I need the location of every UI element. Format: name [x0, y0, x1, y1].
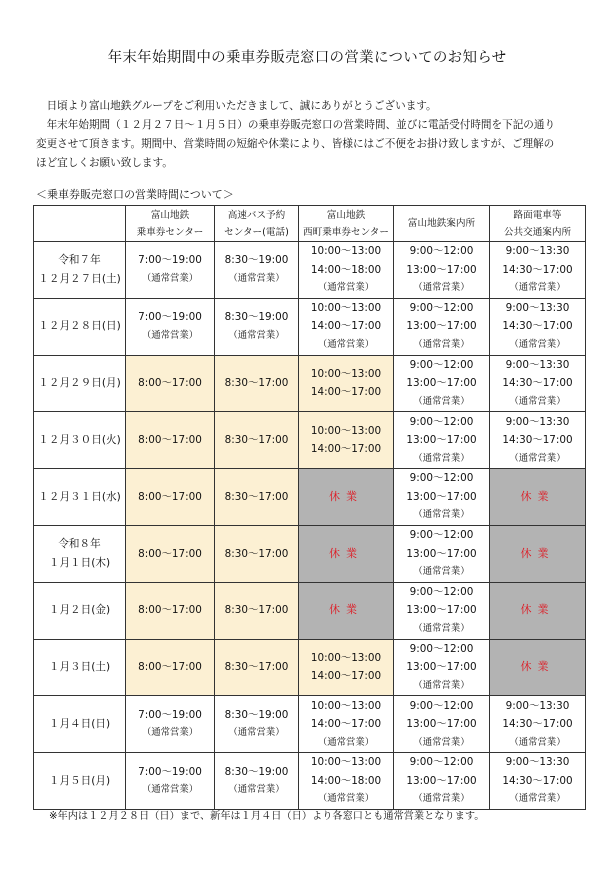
closed-label: 休業 [329, 603, 363, 617]
hours-line: 7:00～19:00 [138, 765, 202, 778]
hours-cell [394, 412, 490, 469]
closed-cell [490, 469, 586, 526]
status-note: （通常営業） [141, 727, 199, 739]
hours-line: 9:00～13:30 [505, 756, 570, 769]
date-line: １月３日(土) [48, 660, 111, 673]
status-note: （通常営業） [228, 272, 285, 284]
status-note: （通常営業） [509, 793, 566, 805]
hours-table [33, 205, 586, 810]
date-line: 令和８年 [58, 537, 101, 550]
hours-cell [490, 355, 586, 412]
shortened-hours-cell [126, 469, 215, 526]
hours-line: 13:00～17:00 [406, 774, 477, 787]
hours-line: 8:00～17:00 [138, 434, 202, 447]
header-line: 路面電車等 [513, 209, 562, 221]
hours-cell [299, 242, 394, 299]
hours-cell [490, 242, 586, 299]
hours-line: 7:00～19:00 [138, 708, 202, 721]
status-note: （通常営業） [317, 282, 375, 294]
hours-cell [490, 298, 586, 355]
shortened-hours-cell [299, 412, 394, 469]
shortened-hours-cell [215, 525, 299, 582]
date-line: １２月２７日(土) [38, 272, 121, 285]
hours-line: 8:00～17:00 [138, 604, 202, 617]
table-row [34, 639, 586, 696]
table-row [34, 355, 586, 412]
hours-line: 9:00～13:30 [505, 245, 570, 258]
hours-line: 9:00～12:00 [409, 245, 474, 258]
hours-line: 13:00～17:00 [406, 718, 477, 731]
status-note: （通常営業） [413, 566, 470, 578]
hours-line: 8:30～17:00 [224, 490, 289, 503]
status-note: （通常営業） [509, 395, 566, 407]
closed-cell [299, 582, 394, 639]
date-line: １月１日(木) [48, 556, 111, 569]
header-line: 富山地鉄 [326, 209, 366, 221]
hours-line: 14:00～18:00 [310, 263, 382, 276]
hours-line: 8:30～19:00 [224, 765, 289, 778]
hours-line: 14:00～18:00 [310, 774, 382, 787]
date-line: １月２日(金) [48, 604, 111, 617]
date-line: 令和７年 [58, 253, 101, 266]
closed-cell [299, 525, 394, 582]
date-line: １２月２９日(月) [38, 376, 121, 389]
shortened-hours-cell [126, 639, 215, 696]
closed-label: 休業 [520, 660, 555, 674]
shortened-hours-cell [215, 639, 299, 696]
hours-line: 13:00～17:00 [406, 661, 477, 674]
hours-line: 14:30～17:00 [502, 263, 573, 276]
hours-cell [299, 696, 394, 753]
hours-cell [299, 298, 394, 355]
status-note: （通常営業） [228, 784, 285, 796]
hours-cell [394, 753, 490, 810]
shortened-hours-cell [215, 355, 299, 412]
status-note: （通常営業） [413, 793, 470, 805]
closed-cell [490, 525, 586, 582]
hours-cell [394, 582, 490, 639]
header-corner [34, 206, 126, 242]
header-line: 富山地鉄案内所 [407, 218, 476, 229]
header-line: 富山地鉄 [150, 209, 190, 221]
closed-label: 休業 [520, 546, 555, 560]
hours-cell [126, 696, 215, 753]
date-line: １２月２８日(日) [38, 320, 121, 333]
hours-cell [394, 525, 490, 582]
hours-line: 10:00～13:00 [310, 699, 382, 712]
date-cell [34, 242, 126, 299]
hours-line: 9:00～13:30 [505, 301, 570, 314]
status-note: （通常営業） [317, 338, 375, 350]
footnote: ※年内は１２月２８日（日）まで、新年は１月４日（日）より各窓口とも通常営業となります。 [49, 811, 485, 822]
date-cell [34, 696, 126, 753]
hours-line: 13:00～17:00 [406, 604, 477, 617]
hours-line: 9:00～12:00 [409, 699, 474, 712]
hours-line: 8:30～17:00 [224, 547, 289, 560]
hours-line: 14:30～17:00 [502, 774, 573, 787]
hours-line: 13:00～17:00 [406, 320, 477, 333]
hours-line: 9:00～12:00 [409, 472, 474, 485]
intro-line: ほど宜しくお願い致します。 [36, 157, 173, 169]
table-row [34, 469, 586, 526]
date-line: １２月３１日(水) [38, 490, 121, 503]
shortened-hours-cell [299, 355, 394, 412]
table-header-row [34, 206, 586, 242]
hours-line: 8:00～17:00 [138, 377, 202, 390]
hours-line: 14:30～17:00 [502, 377, 573, 390]
hours-cell [394, 469, 490, 526]
hours-line: 9:00～12:00 [409, 642, 474, 655]
closed-label: 休業 [329, 546, 363, 560]
hours-cell [215, 753, 299, 810]
hours-line: 10:00～13:00 [310, 245, 382, 258]
status-note: （通常営業） [413, 509, 470, 521]
hours-line: 13:00～17:00 [406, 377, 477, 390]
status-note: （通常営業） [509, 282, 566, 294]
shortened-hours-cell [126, 412, 215, 469]
header-line: 乗車券センター [136, 226, 204, 238]
hours-line: 8:30～17:00 [224, 434, 289, 447]
table-row [34, 525, 586, 582]
status-note: （通常営業） [413, 338, 470, 350]
date-cell [34, 412, 126, 469]
shortened-hours-cell [215, 412, 299, 469]
status-note: （通常営業） [317, 793, 375, 805]
hours-line: 10:00～13:00 [310, 424, 382, 437]
date-line: １２月３０日(火) [38, 433, 121, 446]
hours-line: 9:00～12:00 [409, 358, 474, 371]
closed-cell [299, 469, 394, 526]
hours-line: 9:00～13:30 [505, 415, 570, 428]
hours-line: 8:00～17:00 [138, 661, 202, 674]
hours-line: 9:00～12:00 [409, 415, 474, 428]
hours-cell [490, 696, 586, 753]
closed-label: 休業 [329, 489, 363, 503]
table-row [34, 412, 586, 469]
intro-line: 年末年始期間（１２月２７日～１月５日）の乗車券販売窓口の営業時間、並びに電話受付時間を下記の通り [36, 119, 556, 131]
hours-line: 9:00～12:00 [409, 756, 474, 769]
hours-line: 8:30～17:00 [224, 661, 289, 674]
hours-line: 9:00～13:30 [505, 699, 570, 712]
status-note: （通常営業） [509, 338, 566, 350]
header-toyama-info-desk [394, 206, 490, 242]
hours-line: 14:00～17:00 [310, 386, 382, 399]
date-cell [34, 298, 126, 355]
hours-line: 7:00～19:00 [138, 254, 202, 267]
hours-line: 8:30～19:00 [224, 311, 289, 324]
hours-line: 10:00～13:00 [310, 651, 382, 664]
hours-line: 10:00～13:00 [310, 756, 382, 769]
status-note: （通常営業） [413, 452, 470, 464]
table-row [34, 298, 586, 355]
status-note: （通常営業） [413, 395, 470, 407]
hours-line: 14:00～17:00 [310, 320, 382, 333]
header-line: 公共交通案内所 [503, 226, 572, 238]
header-nishicho-ticket-center [299, 206, 394, 242]
shortened-hours-cell [215, 582, 299, 639]
hours-cell [394, 355, 490, 412]
status-note: （通常営業） [141, 784, 199, 796]
hours-line: 9:00～12:00 [409, 301, 474, 314]
page-title: 年末年始期間中の乗車券販売窓口の営業についてのお知らせ [107, 50, 507, 66]
hours-line: 13:00～17:00 [406, 490, 477, 503]
hours-line: 10:00～13:00 [310, 301, 382, 314]
date-line: １月４日(日) [48, 717, 111, 730]
intro-text [36, 97, 588, 173]
hours-cell [490, 753, 586, 810]
hours-line: 14:30～17:00 [502, 718, 573, 731]
hours-line: 13:00～17:00 [406, 263, 477, 276]
hours-cell [394, 639, 490, 696]
hours-line: 14:30～17:00 [502, 434, 573, 447]
header-highway-bus-reservation [215, 206, 299, 242]
hours-cell [126, 298, 215, 355]
date-cell [34, 525, 126, 582]
intro-line: 変更させて頂きます。期間中、営業時間の短縮や休業により、皆様にはご不便をお掛け致しますが、ご理解の [36, 138, 555, 150]
hours-cell [126, 753, 215, 810]
table-body [34, 242, 586, 810]
hours-line: 14:00～17:00 [310, 670, 382, 683]
shortened-hours-cell [126, 525, 215, 582]
table-row [34, 582, 586, 639]
table-row [34, 753, 586, 810]
hours-line: 9:00～13:30 [505, 358, 570, 371]
hours-line: 8:00～17:00 [138, 490, 202, 503]
hours-cell [394, 696, 490, 753]
shortened-hours-cell [126, 355, 215, 412]
status-note: （通常営業） [413, 282, 470, 294]
date-line: １月５日(月) [48, 774, 111, 787]
hours-line: 14:00～17:00 [310, 718, 382, 731]
hours-line: 10:00～13:00 [310, 367, 382, 380]
status-note: （通常営業） [413, 679, 470, 691]
status-note: （通常営業） [413, 622, 470, 634]
date-cell [34, 355, 126, 412]
hours-line: 9:00～12:00 [409, 585, 474, 598]
hours-line: 9:00～12:00 [409, 529, 474, 542]
hours-line: 14:30～17:00 [502, 320, 573, 333]
hours-cell [299, 753, 394, 810]
date-cell [34, 639, 126, 696]
table-row [34, 242, 586, 299]
section-title: ＜乗車券販売窓口の営業時間について＞ [36, 188, 234, 201]
status-note: （通常営業） [317, 736, 375, 748]
hours-cell [126, 242, 215, 299]
hours-cell [215, 298, 299, 355]
shortened-hours-cell [215, 469, 299, 526]
status-note: （通常営業） [141, 272, 199, 284]
shortened-hours-cell [126, 582, 215, 639]
header-line: 高速バス予約 [227, 209, 286, 221]
closed-label: 休業 [520, 489, 555, 503]
hours-cell [394, 298, 490, 355]
table-row [34, 696, 586, 753]
status-note: （通常営業） [141, 329, 199, 341]
header-line: 西町乗車券センター [303, 226, 389, 238]
status-note: （通常営業） [509, 736, 566, 748]
header-public-transit-info [490, 206, 586, 242]
hours-line: 8:30～17:00 [224, 377, 289, 390]
status-note: （通常営業） [228, 329, 285, 341]
hours-cell [215, 696, 299, 753]
shortened-hours-cell [299, 639, 394, 696]
hours-line: 7:00～19:00 [138, 311, 202, 324]
hours-cell [394, 242, 490, 299]
date-cell [34, 469, 126, 526]
hours-line: 13:00～17:00 [406, 547, 477, 560]
hours-line: 14:00～17:00 [310, 443, 382, 456]
hours-line: 8:00～17:00 [138, 547, 202, 560]
closed-cell [490, 582, 586, 639]
header-line: センター(電話) [224, 226, 289, 238]
hours-line: 8:30～19:00 [224, 708, 289, 721]
date-cell [34, 582, 126, 639]
hours-line: 13:00～17:00 [406, 434, 477, 447]
date-cell [34, 753, 126, 810]
hours-cell [490, 412, 586, 469]
hours-line: 8:30～19:00 [224, 254, 289, 267]
header-toyama-ticket-center [126, 206, 215, 242]
closed-cell [490, 639, 586, 696]
hours-cell [215, 242, 299, 299]
hours-line: 8:30～17:00 [224, 604, 289, 617]
closed-label: 休業 [520, 603, 555, 617]
status-note: （通常営業） [228, 727, 285, 739]
status-note: （通常営業） [509, 452, 566, 464]
intro-line: 日頃より富山地鉄グループをご利用いただきまして、誠にありがとうございます。 [36, 100, 437, 112]
status-note: （通常営業） [413, 736, 470, 748]
